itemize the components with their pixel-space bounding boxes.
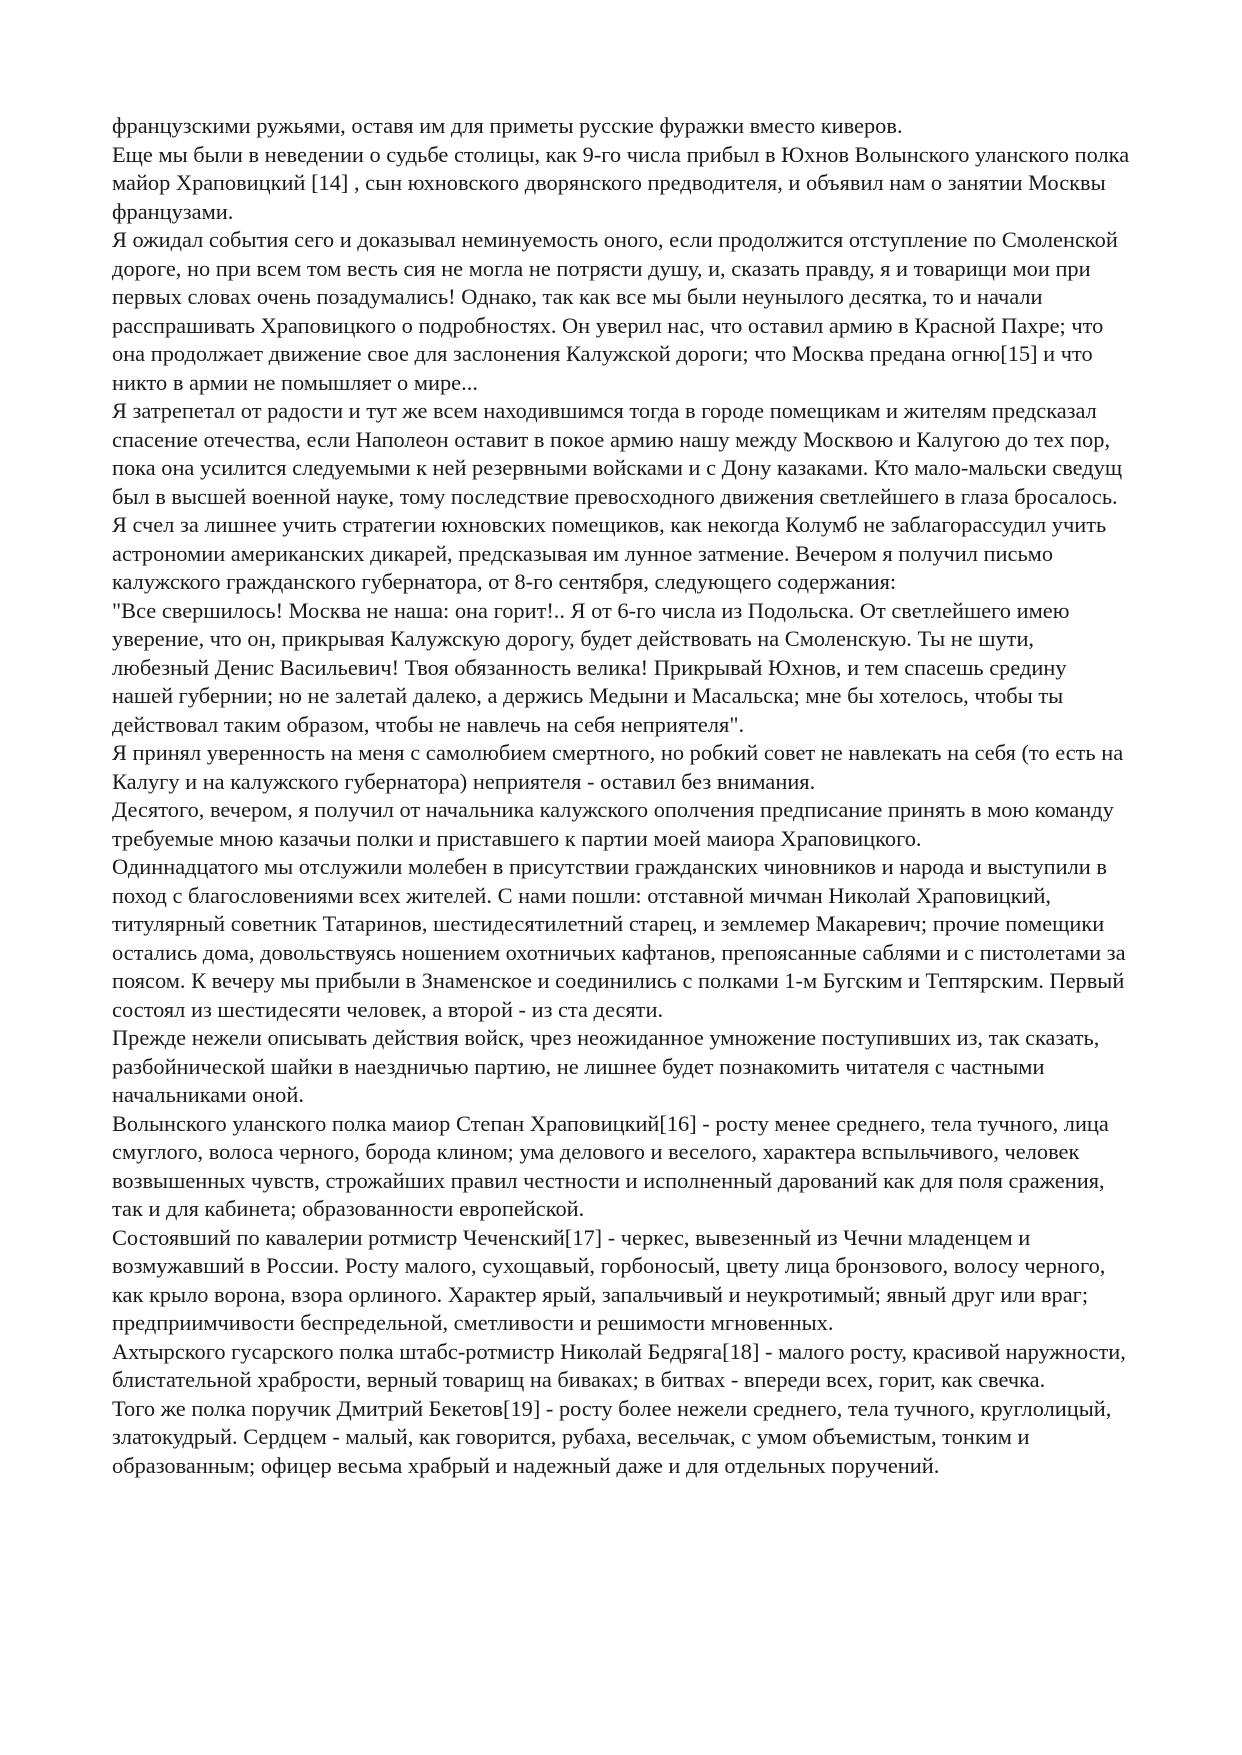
- paragraph-2: Еще мы были в неведении о судьбе столицы, как 9-го числа прибыл в Юхнов Волынского уланского полка майор Храповицкий [14] , сын юхновского дворянского предводителя, и объявил нам о занятии Москвы французами.: [112, 141, 1130, 224]
- paragraph-12: Ахтырского гусарского полка штабс-ротмистр Николай Бедряга[18] - малого росту, красивой наружности, блистательной храбрости, верный товарищ на биваках; в битвах - впереди всех, горит, как свечка.: [112, 1338, 1126, 1392]
- paragraph-6: Я принял уверенность на меня с самолюбием смертного, но робкий совет не навлекать на себя (то есть на Калугу и на калужского губернатора) неприятеля - оставил без внимания.: [112, 740, 1124, 794]
- paragraph-5-quoted-letter: "Все свершилось! Москва не наша: она горит!.. Я от 6-го числа из Подольска. От светлейшего имею уверение, что он, прикрывая Калужскую дорогу, будет действовать на Смоленскую. Ты не шути, любезный Денис Васильевич! Твоя обязанность велика! Прикрывай Юхнов, и тем спасешь средину нашей губернии; но не залетай далеко, а держись Медыни и Масальска; мне бы хотелось, чтобы ты действовал таким образом, чтобы не навлечь на себя неприятеля".: [112, 597, 1070, 737]
- paragraph-8: Одиннадцатого мы отслужили молебен в присутствии гражданских чиновников и народа и выступили в поход с благословениями всех жителей. С нами пошли: отставной мичман Николай Храповицкий, титулярный советник Татаринов, шестидесятилетний старец, и землемер Макаревич; прочие помещики остались дома, довольствуясь ношением охотничьих кафтанов, препоясанные саблями и с пистолетами за поясом. К вечеру мы прибыли в Знаменское и соединились с полками 1-м Бугским и Тептярским. Первый состоял из шестидесяти человек, а второй - из ста десяти.: [112, 854, 1126, 1022]
- paragraph-3: Я ожидал события сего и доказывал неминуемость оного, если продолжится отступление по Смоленской дороге, но при всем том весть сия не могла не потрясти душу, и, сказать правду, я и товарищи мои при первых словах очень позадумались! Однако, так как все мы были неунылого десятка, то и начали расспрашивать Храповицкого о подробностях. Он уверил нас, что оставил армию в Красной Пахре; что она продолжает движение свое для заслонения Калужской дороги; что Москва предана огню[15] и что никто в армии не помышляет о мире...: [112, 227, 1118, 395]
- paragraph-11: Состоявший по кавалерии ротмистр Чеченский[17] - черкес, вывезенный из Чечни младенцем и возмужавший в России. Росту малого, сухощавый, горбоносый, цвету лица бронзового, волосу черного, как крыло ворона, взора орлиного. Характер ярый, запальчивый и неукротимый; явный друг или враг; предприимчивости беспредельной, сметливости и решимости мгновенных.: [112, 1224, 1106, 1335]
- paragraph-4: Я затрепетал от радости и тут же всем находившимся тогда в городе помещикам и жителям предсказал спасение отечества, если Наполеон оставит в покое армию нашу между Москвою и Калугою до тех пор, пока она усилится следуемыми к ней резервными войсками и с Дону казаками. Кто мало-мальски сведущ был в высшей военной науке, тому последствие превосходного движения светлейшего в глаза бросалось. Я счел за лишнее учить стратегии юхновских помещиков, как некогда Колумб не заблагорассудил учить астрономии американских дикарей, предсказывая им лунное затмение. Вечером я получил письмо калужского гражданского губернатора, от 8-го сентября, следующего содержания:: [112, 398, 1123, 594]
- paragraph-9: Прежде нежели описывать действия войск, чрез неожиданное умножение поступивших из, так сказать, разбойнической шайки в наездничью партию, не лишнее будет познакомить читателя с частными начальниками оной.: [112, 1025, 1100, 1107]
- paragraph-7: Десятого, вечером, я получил от начальника калужского ополчения предписание принять в мою команду требуемые мною казачьи полки и приставшего к партии моей маиора Храповицкого.: [112, 797, 1114, 851]
- paragraph-13: Того же полка поручик Дмитрий Бекетов[19] - росту более нежели среднего, тела тучного, круглолицый, златокудрый. Сердцем - малый, как говорится, рубаха, весельчак, с умом объемистым, тонким и образованным; офицер весьма храбрый и надежный даже и для отдельных поручений.: [112, 1395, 1112, 1478]
- document-page: [112, 112, 1132, 1480]
- paragraph-10: Волынского уланского полка маиор Степан Храповицкий[16] - росту менее среднего, тела тучного, лица смуглого, волоса черного, борода клином; ума делового и веселого, характера вспыльчивого, человек возвышенных чувств, строжайших правил честности и исполненный дарований как для поля сражения, так и для кабинета; образованности европейской.: [112, 1110, 1109, 1221]
- paragraph-1: французскими ружьями, оставя им для приметы русские фуражки вместо киверов.: [112, 113, 903, 138]
